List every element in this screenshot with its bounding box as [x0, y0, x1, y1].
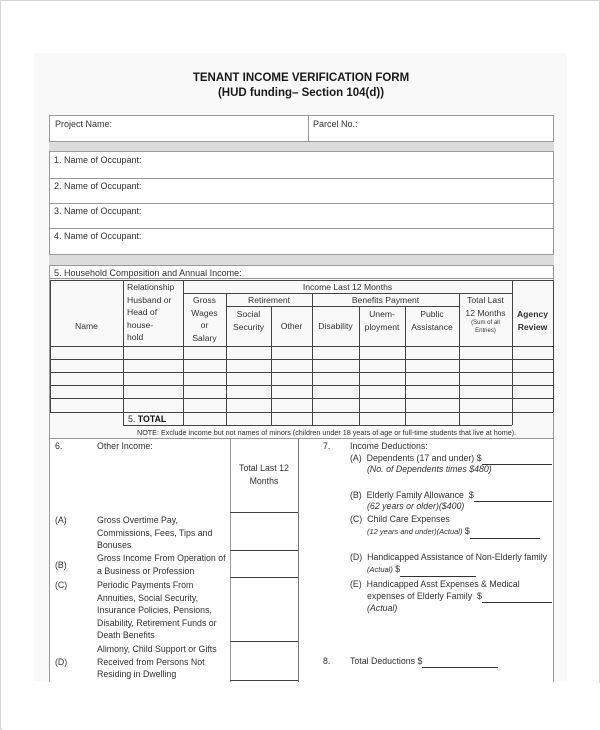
col-group-retirement: Retirement	[247, 295, 291, 305]
deduction-d: (D) Handicapped Assistance of Non-Elderly family	[350, 552, 548, 562]
project-name-field[interactable]	[121, 116, 306, 140]
deduction-e-line2: expenses of Elderly Family $	[367, 590, 552, 603]
col-header-other: Other	[280, 321, 303, 331]
occupant-3-field[interactable]	[141, 204, 551, 228]
deduction-a-field[interactable]	[482, 456, 552, 465]
other-income-b-letter: (B)	[55, 560, 67, 570]
total-row-cells[interactable]	[184, 413, 512, 425]
other-income-d-value[interactable]	[231, 642, 297, 680]
col-header-relationship: Relationship Husband or Head of house- hold	[127, 282, 175, 342]
other-income-b-text: Gross Income From Operation of a Business or Profession	[97, 553, 226, 576]
other-income-number: 6.	[55, 441, 63, 451]
table-row[interactable]	[51, 360, 553, 372]
deductions-number: 7.	[323, 441, 331, 451]
occupant-4-label: 4. Name of Occupant:	[54, 231, 142, 241]
household-note: NOTE: Exclude income but not names of minors (children under 18 years of age or full-time students that live at home).	[137, 428, 517, 437]
table-row[interactable]	[51, 399, 553, 412]
occupant-2-field[interactable]	[141, 179, 551, 203]
separator-bar	[49, 254, 554, 266]
total-deductions: Total Deductions $	[350, 655, 498, 668]
form-subtitle: (HUD funding– Section 104(d))	[217, 87, 385, 99]
total-deductions-field[interactable]	[422, 659, 498, 668]
other-income-d-text: Alimony, Child Support or Gifts Received from Persons Not Residing in Dwelling	[97, 644, 217, 679]
deduction-a-note: (No. of Dependents times $480)	[367, 464, 492, 474]
form-title: TENANT INCOME VERIFICATION FORM	[192, 72, 410, 84]
occupant-4-field[interactable]	[141, 229, 551, 253]
deduction-c: (C) Child Care Expenses	[350, 514, 450, 524]
occupant-1-label: 1. Name of Occupant:	[54, 155, 142, 165]
other-income-a-letter: (A)	[55, 515, 67, 525]
deduction-b: (B) Elderly Family Allowance $	[350, 489, 552, 502]
deduction-e: (E) Handicapped Asst Expenses & Medical	[350, 579, 520, 589]
household-rows	[51, 347, 553, 412]
table-row[interactable]	[51, 386, 553, 398]
col-header-public-assistance: Public Assistance	[411, 309, 453, 332]
other-income-c-letter: (C)	[55, 580, 68, 590]
other-income-c-text: Periodic Payments From Annuities, Social Security, Insurance Policies, Pensions, Disability, Retirement Funds or Death Benefits	[97, 580, 217, 640]
col-header-unemployment: Unem- ployment	[364, 309, 400, 332]
other-income-c-value[interactable]	[231, 578, 297, 641]
deduction-e-field[interactable]	[482, 594, 552, 603]
parcel-no-label: Parcel No.:	[313, 119, 358, 129]
separator-bar	[49, 141, 554, 152]
deductions-label: Income Deductions:	[350, 441, 428, 451]
total-deductions-number: 8.	[323, 656, 331, 666]
deduction-d-field[interactable]	[400, 568, 476, 577]
other-income-column-header: Total Last 12 Months	[239, 463, 289, 486]
col-header-name: Name	[75, 321, 98, 331]
other-income-a-value[interactable]	[231, 513, 297, 550]
col-group-benefits: Benefits Payment	[351, 295, 420, 305]
occupant-3-label: 3. Name of Occupant:	[54, 206, 142, 216]
other-income-label: Other Income:	[97, 441, 153, 451]
col-header-agency-review: Agency Review	[516, 309, 549, 332]
deduction-c-field[interactable]	[470, 530, 540, 539]
deduction-c-note-row: (12 years and under)(Actual) $	[367, 525, 540, 539]
col-header-social-security: Social Security	[232, 309, 265, 332]
household-section-label: 5. Household Composition and Annual Income:	[54, 268, 242, 278]
col-header-total: Total Last 12 Months (Sum of all Entries)	[465, 295, 506, 334]
table-row[interactable]	[51, 373, 553, 385]
deduction-b-note: (62 years or older)($400)	[367, 501, 465, 511]
deduction-b-field[interactable]	[474, 493, 552, 502]
table-row[interactable]	[51, 347, 553, 359]
parcel-no-field[interactable]	[357, 116, 552, 140]
occupant-1-field[interactable]	[141, 153, 551, 177]
deduction-e-note: (Actual)	[367, 603, 398, 613]
col-group-income: Income Last 12 Months	[302, 282, 393, 292]
occupant-2-label: 2. Name of Occupant:	[54, 181, 142, 191]
col-header-disability: Disability	[318, 321, 353, 331]
deduction-a: (A) Dependents (17 and under) $	[350, 452, 552, 465]
other-income-b-value[interactable]	[231, 551, 297, 577]
project-name-label: Project Name:	[55, 119, 113, 129]
deduction-d-note-row: (Actual) $	[367, 563, 476, 577]
col-header-gross: Gross Wages or Salary	[191, 295, 218, 343]
other-income-a-text: Gross Overtime Pay, Commissions, Fees, Tips and Bonuses	[97, 515, 213, 550]
total-row-label: 5. TOTAL	[128, 414, 167, 424]
other-income-d-letter: (D)	[55, 657, 68, 667]
